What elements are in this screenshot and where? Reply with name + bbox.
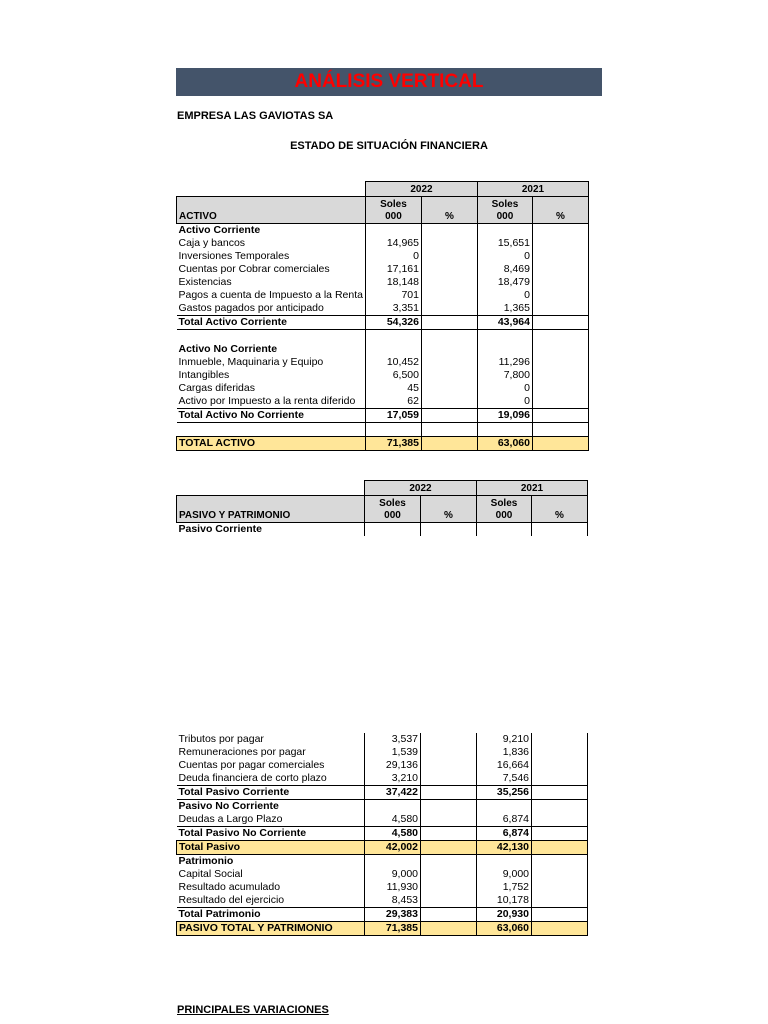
value-2022: 11,930 (365, 881, 421, 894)
value-2022: 18,148 (365, 276, 421, 289)
table-row (177, 369, 589, 382)
row-label: Total Pasivo Corriente (177, 786, 365, 800)
column-header-soles: Soles 000 (477, 197, 532, 224)
value-2021: 43,964 (477, 316, 532, 330)
row-label: Total Activo Corriente (177, 316, 366, 330)
row-label: Gastos pagados por anticipado (178, 302, 324, 314)
percent-2021 (532, 356, 588, 369)
value-2022: 1,539 (365, 746, 421, 759)
statement-title: ESTADO DE SITUACIÓN FINANCIERA (290, 140, 488, 152)
table-row (177, 237, 589, 250)
value-2021: 8,469 (477, 263, 532, 276)
percent-2021 (532, 868, 588, 881)
table-row (177, 772, 588, 786)
percent-2022 (421, 250, 477, 263)
page-title-banner: ANÁLISIS VERTICAL (176, 68, 602, 96)
value-2022: 37,422 (365, 786, 421, 800)
value-2021: 0 (477, 250, 532, 263)
percent-2022 (421, 894, 477, 908)
percent-2022 (421, 369, 477, 382)
table-row (177, 409, 589, 423)
row-label: Existencias (178, 276, 232, 288)
percent-2021 (532, 382, 588, 395)
value-2022: 3,210 (365, 772, 421, 786)
table-row (177, 908, 588, 922)
column-header-percent: % (421, 496, 477, 523)
table-row (177, 437, 589, 451)
value-2022: 0 (365, 250, 421, 263)
subsection-label: Activo Corriente (178, 224, 261, 236)
table-row (177, 841, 588, 855)
table-row (177, 746, 588, 759)
percent-2022 (421, 733, 477, 746)
value-2022: 29,136 (365, 759, 421, 772)
table-row (177, 250, 589, 263)
value-2021: 7,800 (477, 369, 532, 382)
column-header-soles: Soles 000 (365, 197, 421, 224)
table-row (177, 356, 589, 369)
value-2022: 8,453 (365, 894, 421, 908)
percent-2022 (421, 302, 477, 316)
value-2021: 0 (477, 382, 532, 395)
pasivo-table-header (176, 480, 588, 536)
value-2021: 1,836 (477, 746, 532, 759)
column-header-soles: Soles 000 (477, 496, 532, 523)
table-row (177, 894, 588, 908)
column-header-percent: % (532, 197, 588, 224)
row-label: Cuentas por pagar comerciales (178, 759, 325, 771)
value-2022: 17,161 (365, 263, 421, 276)
value-2021: 6,874 (477, 813, 532, 827)
value-2022: 29,383 (365, 908, 421, 922)
percent-2021 (532, 263, 588, 276)
row-label: Inmueble, Maquinaria y Equipo (178, 356, 324, 368)
table-row (177, 759, 588, 772)
value-2022: 3,537 (365, 733, 421, 746)
row-label: Resultado acumulado (178, 881, 281, 893)
value-2022: 4,580 (365, 813, 421, 827)
value-2021: 9,210 (477, 733, 532, 746)
column-header-percent: % (532, 496, 588, 523)
percent-2021 (532, 395, 588, 409)
year-header: 2021 (477, 182, 588, 197)
row-label: Cuentas por Cobrar comerciales (178, 263, 330, 275)
year-header: 2022 (365, 481, 477, 496)
percent-2022 (421, 289, 477, 302)
percent-2021 (532, 881, 588, 894)
row-label: Activo por Impuesto a la renta diferido (178, 395, 356, 407)
percent-2022 (421, 395, 477, 409)
row-label: Cargas diferidas (178, 382, 255, 394)
value-2022: 45 (365, 382, 421, 395)
percent-2021 (532, 289, 588, 302)
year-header: 2021 (477, 481, 588, 496)
value-2021: 9,000 (477, 868, 532, 881)
table-row (177, 786, 588, 800)
column-header-soles: Soles 000 (365, 496, 421, 523)
table-row (177, 922, 588, 936)
table-row (177, 302, 589, 316)
percent-2022 (421, 746, 477, 759)
row-label: Tributos por pagar (178, 733, 264, 745)
table-row (177, 276, 589, 289)
value-2021: 1,365 (477, 302, 532, 316)
pasivo-table-body (176, 733, 588, 936)
row-label: Inversiones Temporales (178, 250, 290, 262)
percent-2022 (421, 772, 477, 786)
percent-2021 (532, 250, 588, 263)
value-2022: 42,002 (365, 841, 421, 855)
section-header: PASIVO Y PATRIMONIO (177, 496, 365, 523)
percent-2021 (532, 276, 588, 289)
row-label: Capital Social (178, 868, 243, 880)
table-row (177, 382, 589, 395)
value-2021: 18,479 (477, 276, 532, 289)
percent-2022 (421, 759, 477, 772)
row-label: PASIVO TOTAL Y PATRIMONIO (177, 922, 365, 936)
percent-2021 (532, 746, 588, 759)
percent-2021 (532, 369, 588, 382)
year-header: 2022 (365, 182, 477, 197)
value-2022: 10,452 (365, 356, 421, 369)
value-2021: 0 (477, 289, 532, 302)
table-row (177, 289, 589, 302)
value-2022: 17,059 (365, 409, 421, 423)
value-2022: 6,500 (365, 369, 421, 382)
row-label: Total Pasivo (177, 841, 365, 855)
value-2021: 42,130 (477, 841, 532, 855)
table-row (177, 827, 588, 841)
percent-2021 (532, 813, 588, 827)
value-2022: 14,965 (365, 237, 421, 250)
value-2021: 11,296 (477, 356, 532, 369)
value-2022: 701 (365, 289, 421, 302)
row-label: Deudas a Largo Plazo (178, 813, 283, 825)
value-2021: 20,930 (477, 908, 532, 922)
table-row (177, 316, 589, 330)
row-label: Deuda financiera de corto plazo (178, 772, 327, 784)
row-label: Remuneraciones por pagar (178, 746, 306, 758)
subsection-label: Pasivo No Corriente (178, 800, 279, 812)
percent-2021 (532, 302, 588, 316)
section-heading-variaciones: PRINCIPALES VARIACIONES (177, 1004, 329, 1016)
value-2022: 54,326 (365, 316, 421, 330)
percent-2022 (421, 276, 477, 289)
value-2021: 35,256 (477, 786, 532, 800)
value-2021: 0 (477, 395, 532, 409)
subsection-label: Pasivo Corriente (178, 523, 262, 535)
percent-2022 (421, 813, 477, 827)
value-2021: 15,651 (477, 237, 532, 250)
value-2022: 3,351 (365, 302, 421, 316)
value-2021: 1,752 (477, 881, 532, 894)
value-2021: 6,874 (477, 827, 532, 841)
activo-table (176, 181, 589, 451)
percent-2021 (532, 772, 588, 786)
value-2021: 7,546 (477, 772, 532, 786)
company-name: EMPRESA LAS GAVIOTAS SA (177, 110, 334, 122)
value-2021: 10,178 (477, 894, 532, 908)
percent-2021 (532, 759, 588, 772)
row-label: Pagos a cuenta de Impuesto a la Renta (178, 289, 363, 301)
table-row (177, 868, 588, 881)
percent-2022 (421, 881, 477, 894)
row-label: Total Patrimonio (177, 908, 365, 922)
percent-2021 (532, 894, 588, 908)
table-row (177, 733, 588, 746)
value-2022: 71,385 (365, 437, 421, 451)
value-2022: 9,000 (365, 868, 421, 881)
percent-2022 (421, 868, 477, 881)
table-row (177, 395, 589, 409)
value-2021: 19,096 (477, 409, 532, 423)
percent-2021 (532, 733, 588, 746)
row-label: TOTAL ACTIVO (177, 437, 366, 451)
table-row (177, 813, 588, 827)
value-2022: 62 (365, 395, 421, 409)
value-2022: 4,580 (365, 827, 421, 841)
column-header-percent: % (421, 197, 477, 224)
percent-2022 (421, 382, 477, 395)
row-label: Intangibles (178, 369, 230, 381)
percent-2022 (421, 237, 477, 250)
percent-2022 (421, 263, 477, 276)
value-2021: 63,060 (477, 922, 532, 936)
row-label: Caja y bancos (178, 237, 246, 249)
row-label: Total Activo No Corriente (177, 409, 366, 423)
percent-2021 (532, 237, 588, 250)
subsection-label: Patrimonio (178, 855, 234, 867)
percent-2022 (421, 356, 477, 369)
section-header: ACTIVO (177, 197, 366, 224)
row-label: Resultado del ejercicio (178, 894, 285, 906)
subsection-label: Activo No Corriente (178, 343, 278, 355)
value-2021: 63,060 (477, 437, 532, 451)
table-row (177, 263, 589, 276)
table-row (177, 881, 588, 894)
row-label: Total Pasivo No Corriente (177, 827, 365, 841)
value-2022: 71,385 (365, 922, 421, 936)
value-2021: 16,664 (477, 759, 532, 772)
